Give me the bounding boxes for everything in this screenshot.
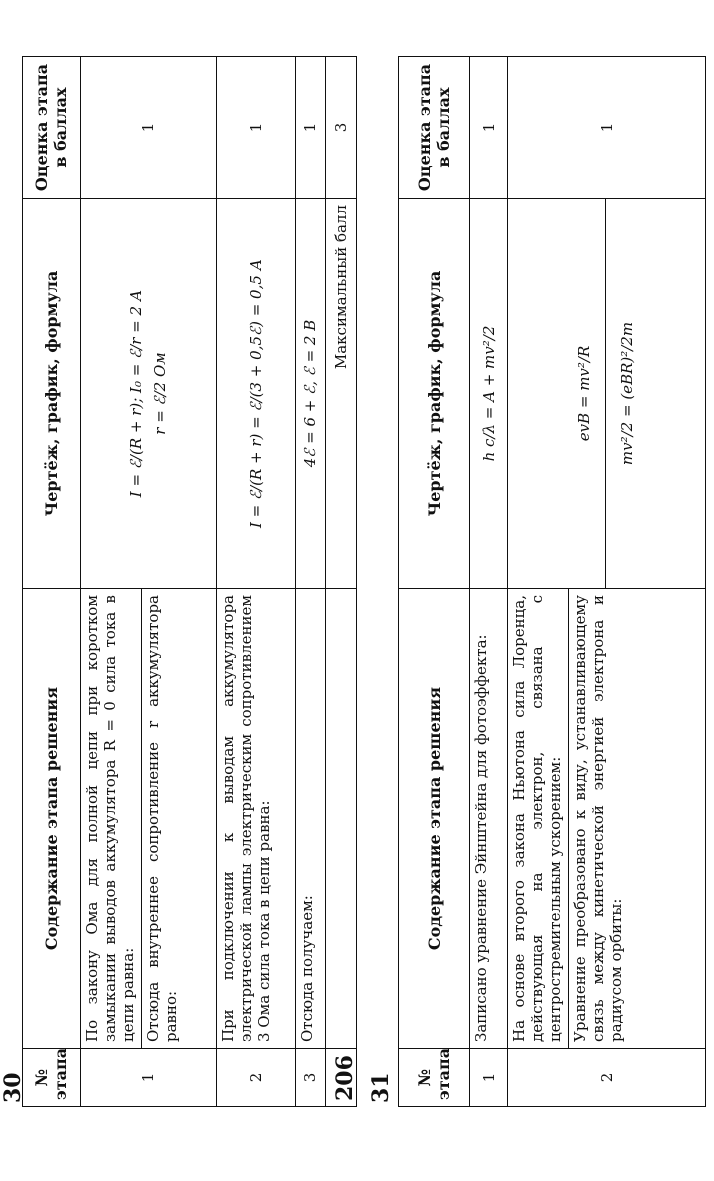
stage-formula: h c/λ = A + mv²/2 [470,199,508,589]
stage-content-text: На основе второго закона Ньютона сила Лоренца, действующая на электрон, связана с центростремительным ускорением: [510,595,565,1042]
stage-content: Отсюда получаем: [295,589,326,1049]
table-header-row [23,57,81,1107]
table-row [80,57,216,1107]
stage-formula [80,199,216,589]
stage-content [508,589,706,1049]
header-formula: Чертёж, график, формула [399,199,470,589]
formula-line-2: mv²/2 = (eBR)²/2m [605,199,648,588]
table-row [470,57,508,1107]
stage-content-text: По закону Ома для полной цепи при коротком замыкании выводов аккумулятора R = 0 сила тока в цепи равна: [82,595,137,1042]
stage-number: 3 [295,1049,326,1107]
total-score: 3 [326,57,357,199]
table-header-row [399,57,470,1107]
table-row [508,57,706,1107]
header-content: Содержание этапа решения [399,589,470,1049]
problem-31-number: 31 [368,1072,394,1103]
stage-score: 1 [216,57,295,199]
stage-score: 1 [80,57,216,199]
header-score: Оценка этапа в баллах [23,57,81,199]
problem-30-table [22,56,357,1107]
header-content: Содержание этапа решения [23,589,81,1049]
header-formula: Чертёж, график, формула [23,199,81,589]
page-number: 206 [332,1055,358,1101]
formula-line: evB = mv²/R [575,345,594,442]
stage-number: 2 [216,1049,295,1107]
header-score: Оценка этапа в баллах [399,57,470,199]
header-stage-number: № этапа [399,1049,470,1107]
table-row [295,57,326,1107]
stage-score: 1 [295,57,326,199]
header-stage-number: № этапа [23,1049,81,1107]
stage-formula [508,199,706,589]
stage-score: 1 [508,57,706,199]
formula-line-2: r = ℰ/2 Ом [151,352,170,435]
empty-cell [326,589,357,1049]
stage-content [80,589,216,1049]
stage-number: 1 [80,1049,216,1107]
formula-line: I = ℰ/(R + r); I₀ = ℰ/r = 2 А [127,289,146,498]
stage-score: 1 [470,57,508,199]
stage-content-text-2: Уравнение преобразовано к виду, устанавливающему связь между кинетической энергией электрона и радиусом орбиты: [568,589,627,1048]
stage-formula: 4ℰ = 6 + ℰ, ℰ = 2 В [295,199,326,589]
problem-31-table [398,56,706,1107]
stage-formula: I = ℰ/(R + r) = ℰ/(3 + 0,5ℰ) = 0,5 А [216,199,295,589]
total-label: Максимальный балл [326,199,357,589]
total-row [326,57,357,1107]
stage-number: 1 [470,1049,508,1107]
stage-content: При подключении к выводам аккумулятора электрической лампы электрическим сопротивлением 3 Ома сила тока в цепи равна: [216,589,295,1049]
stage-content: Записано уравнение Эйнштейна для фотоэффекта: [470,589,508,1049]
stage-content-text-2: Отсюда внутреннее сопротивление r аккумулятора равно: [141,589,182,1048]
table-row [216,57,295,1107]
stage-number: 2 [508,1049,706,1107]
problem-30-number: 30 [0,1072,26,1103]
